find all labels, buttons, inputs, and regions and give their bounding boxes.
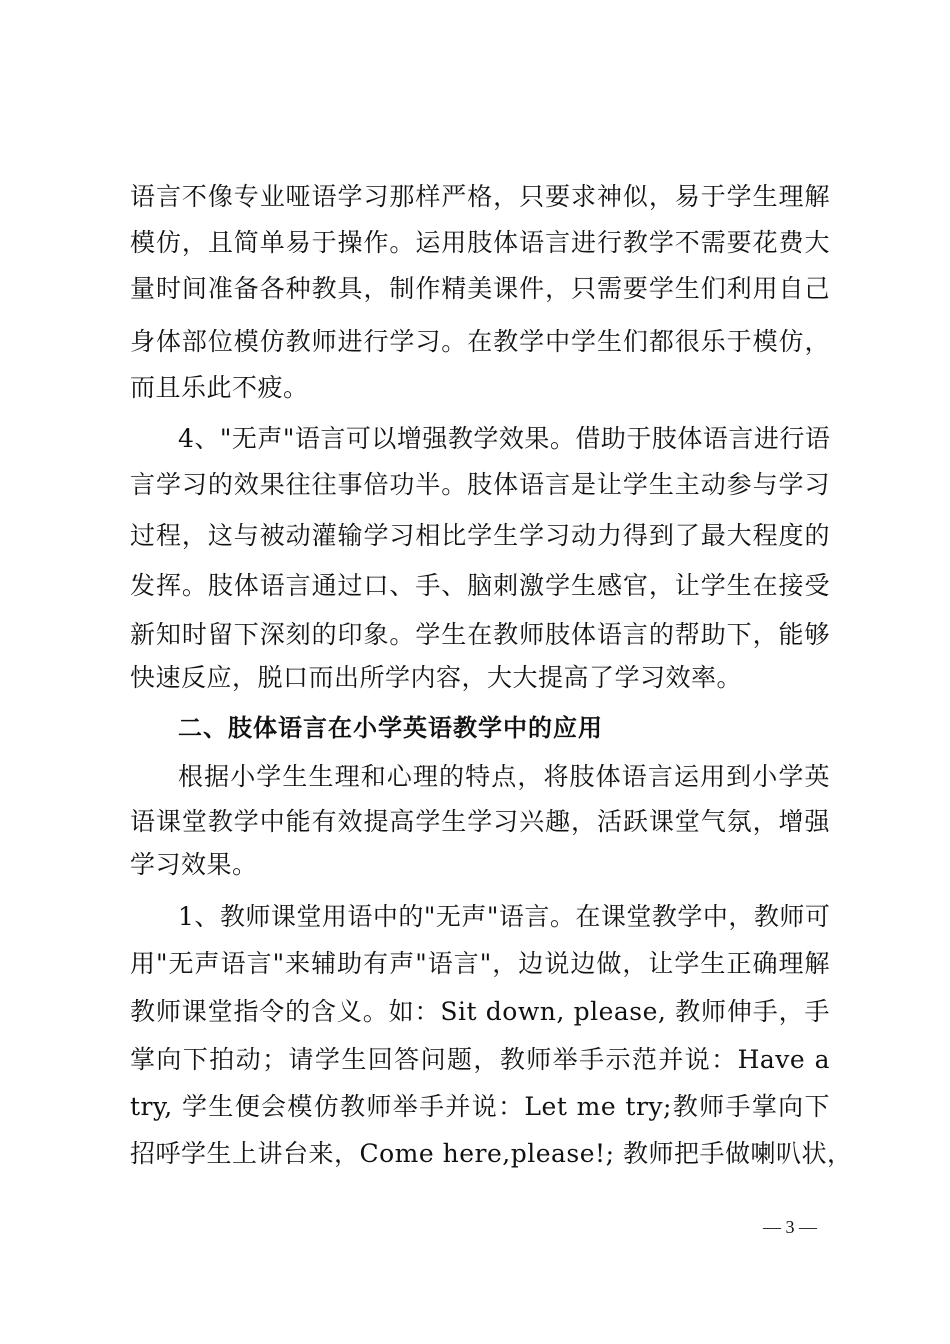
- text-line-11: 快速反应，脱口而出所学内容，大大提高了学习效率。: [130, 663, 743, 692]
- text-line-14: 语课堂教学中能有效提高学生学习兴趣，活跃课堂气氛，增强: [130, 807, 830, 836]
- text-line-18: 教师课堂指令的含义。如：Sit down, please, 教师伸手，手: [130, 997, 830, 1026]
- paragraph-1-start: 1、教师课堂用语中的"无声"语言。在课堂教学中，教师可: [178, 902, 831, 931]
- page-number: — 3 —: [763, 1217, 817, 1237]
- text-line-9: 发挥。肢体语言通过口、手、脑刺激学生感官，让学生在接受: [130, 571, 830, 600]
- section-heading: 二、肢体语言在小学英语教学中的应用: [178, 714, 603, 742]
- text-line-7: 言学习的效果往往事倍功半。肢体语言是让学生主动参与学习: [130, 470, 830, 499]
- text-line-20: try, 学生便会模仿教师举手并说：Let me try;教师手掌向下: [130, 1092, 830, 1121]
- text-line-17: 用"无声语言"来辅助有声"语言"，边说边做，让学生正确理解: [130, 949, 830, 978]
- text-line-5: 而且乐此不疲。: [130, 373, 309, 402]
- text-line-10: 新知时留下深刻的印象。学生在教师肢体语言的帮助下，能够: [130, 620, 830, 649]
- text-line-21: 招呼学生上讲台来，Come here,please!; 教师把手做喇叭状，: [130, 1139, 853, 1168]
- text-line-3: 量时间准备各种教具，制作精美课件，只需要学生们利用自己: [130, 274, 830, 303]
- text-line-4: 身体部位模仿教师进行学习。在教学中学生们都很乐于模仿，: [130, 327, 830, 356]
- section-intro-start: 根据小学生生理和心理的特点，将肢体语言运用到小学英: [178, 762, 830, 791]
- text-line-2: 模仿，且简单易于操作。运用肢体语言进行教学不需要花费大: [130, 228, 830, 257]
- text-line-1: 语言不像专业哑语学习那样严格，只要求神似，易于学生理解: [130, 182, 830, 211]
- text-line-15: 学习效果。: [130, 850, 258, 879]
- paragraph-4-start: 4、"无声"语言可以增强教学效果。借助于肢体语言进行语: [178, 424, 831, 453]
- text-line-19: 掌向下拍动；请学生回答问题，教师举手示范并说：Have a: [130, 1045, 830, 1074]
- text-line-8: 过程，这与被动灌输学习相比学生学习动力得到了最大程度的: [130, 521, 830, 550]
